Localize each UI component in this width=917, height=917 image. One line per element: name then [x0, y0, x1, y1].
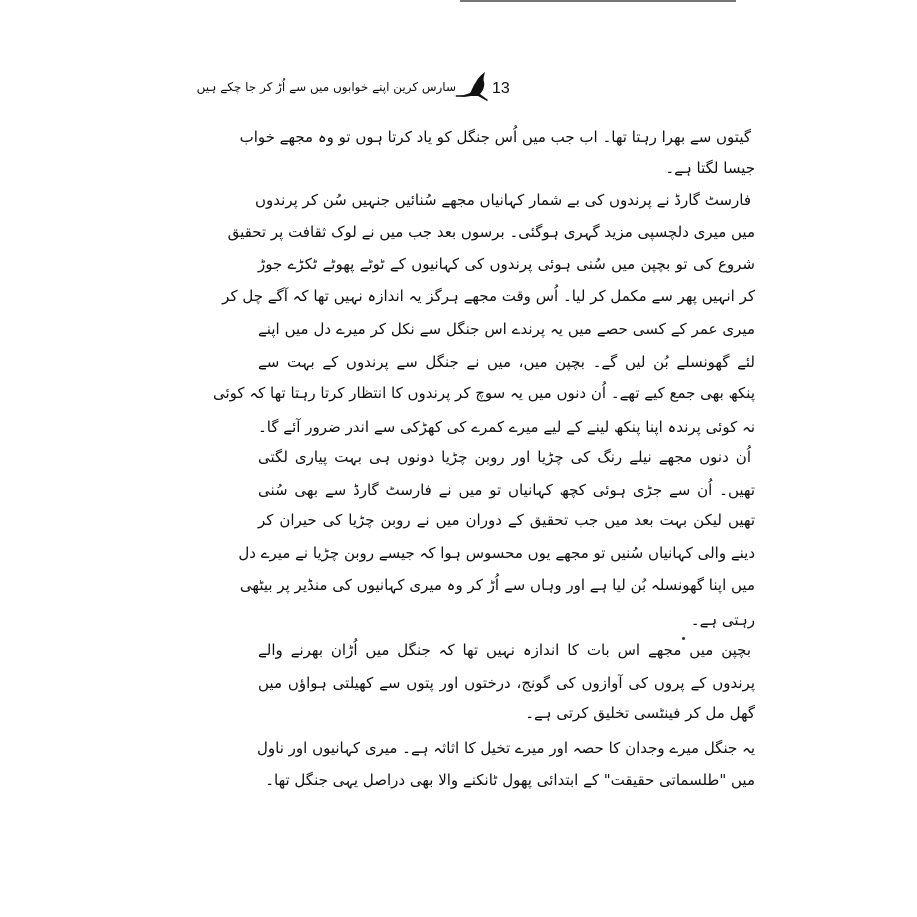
text-line: بچپن میں مجھے اس بات کا اندازہ نہیں تھا کہ جنگل میں اُڑان بھرنے والے: [258, 641, 751, 659]
text-line: میں "طلسماتی حقیقت" کے ابتدائی پھول ٹانکنے والا بھی دراصل یہی جنگل تھا۔: [265, 771, 755, 789]
text-line: نہ کوئی پرندہ اپنا پنکھ لینے کے لیے میرے کمرے کی کھڑکی سے اندر ضرور آئے گا۔: [258, 418, 755, 436]
page-top-edge: [460, 0, 736, 2]
text-line: تھیں۔ اُن سے جڑی ہوئی کچھ کہانیاں تو میں نے فارسٹ گارڈ سے بھی سُنی: [258, 481, 755, 499]
text-line: میں میری دلچسپی مزید گہری ہوگئی۔ برسوں بعد جب میں نے لوک ثقافت پر تحقیق: [227, 223, 755, 241]
text-line: رہتی ہے۔: [690, 611, 755, 629]
text-line: کر انہیں پھر سے مکمل کر لیا۔ اُس وقت مجھے ہرگز یہ اندازہ نہیں تھا کہ آگے چل کر: [222, 287, 755, 305]
text-line: دینے والی کہانیاں سُنیں تو مجھے یوں محسوس ہوا کہ جیسے روبن چڑیا نے میرے دل: [238, 544, 755, 562]
page-number: 13: [492, 80, 510, 97]
text-line: فارسٹ گارڈ نے پرندوں کی بے شمار کہانیاں مجھے سُنائیں جنہیں سُن کر پرندوں: [255, 191, 751, 209]
text-line: تھیں لیکن بہت بعد میں جب تحقیق کے دوران میں نے روبن چڑیا کی حیران کر: [258, 511, 755, 529]
text-line: جیسا لگتا ہے۔: [665, 159, 755, 177]
text-line: گیتوں سے بھرا رہتا تھا۔ اب جب میں اُس جنگل کو یاد کرتا ہوں تو وہ مجھے خواب: [239, 128, 751, 146]
text-line: گھل مل کر فینٹسی تخلیق کرتی ہے۔: [525, 704, 755, 722]
scan-speck: [682, 637, 685, 640]
text-line: یہ جنگل میرے وجدان کا حصہ اور میرے تخیل کا اثاثہ ہے۔ میری کہانیوں اور ناول: [257, 739, 755, 757]
running-title: سارس کرین اپنے خوابوں میں سے اُڑ کر جا چکے ہیں: [196, 80, 456, 94]
text-line: اُن دنوں مجھے نیلے رنگ کی چڑیا اور روبن چڑیا دونوں ہی بہت پیاری لگتی: [258, 448, 751, 466]
text-line: لئے گھونسلے بُن لیں گے۔ بچپن میں، میں نے جنگل سے پرندوں کے بہت سے: [258, 353, 755, 371]
text-line: پرندوں کے پروں کی آوازوں کی گونج، درختوں اور پتوں سے کھیلتی ہواؤں میں: [258, 674, 755, 692]
text-line: پنکھ بھی جمع کیے تھے۔ اُن دنوں میں یہ سوچ کر پرندوں کا انتظار کرتا رہتا تھا کہ کوئی: [213, 384, 755, 402]
text-line: میں اپنا گھونسلہ بُن لیا ہے اور وہاں سے اُڑ کر وہ میری کہانیوں کی منڈیر پر بیٹھی: [239, 576, 755, 594]
text-line: میری عمر کے کسی حصے میں یہ پرندے اس جنگل سے نکل کر میرے دل میں اپنے: [258, 320, 755, 338]
running-header: [196, 72, 518, 106]
flying-crane-icon: [454, 72, 494, 104]
text-line: شروع کی تو بچپن میں سُنی ہوئی پرندوں کی کہانیوں کے ٹوٹے پھوٹے ٹکڑے جوڑ: [258, 255, 755, 273]
